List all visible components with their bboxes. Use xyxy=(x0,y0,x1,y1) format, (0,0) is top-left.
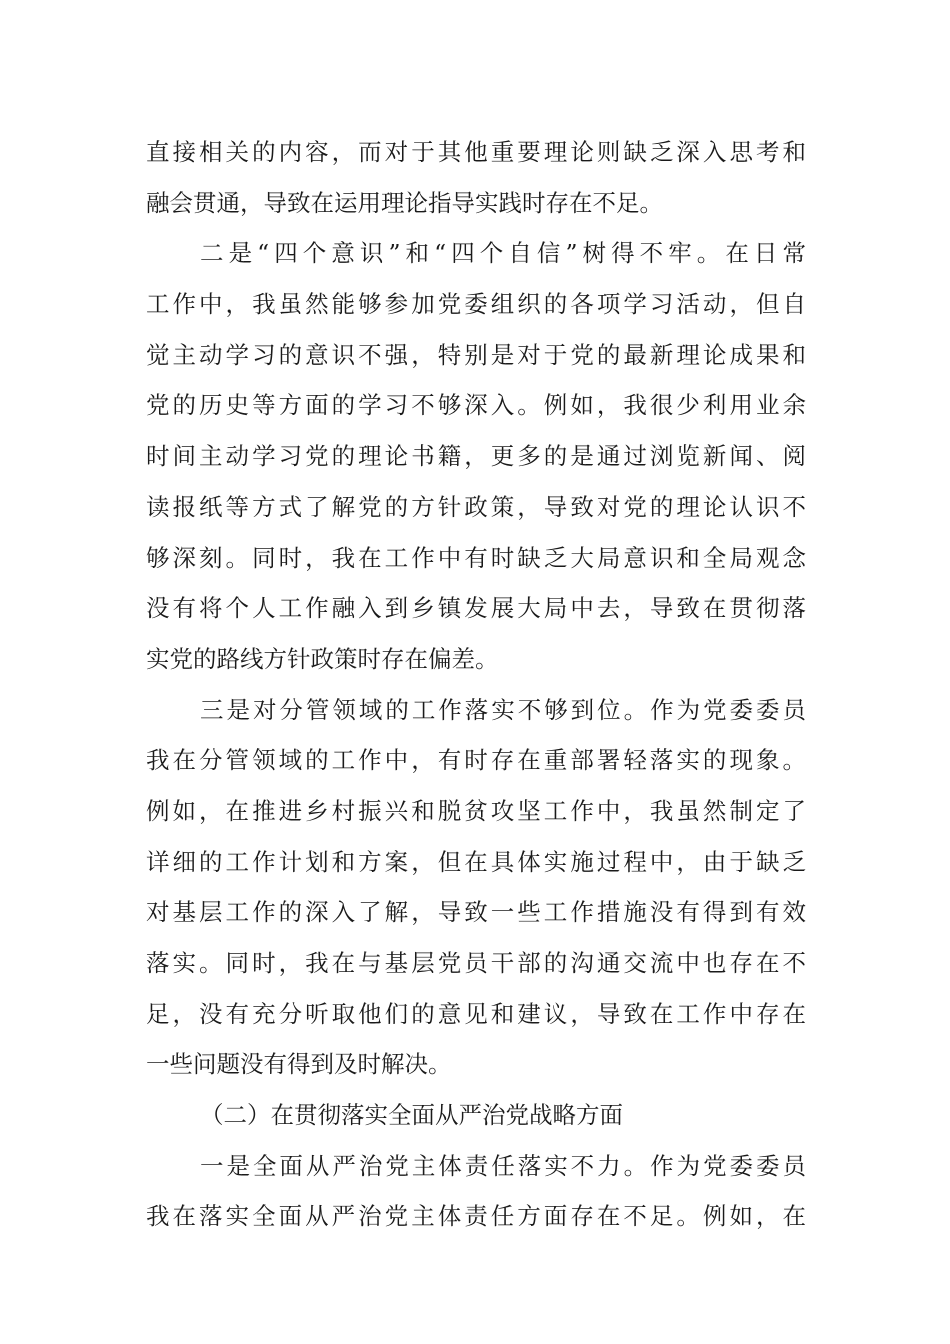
text-line: 时间主动学习党的理论书籍，更多的是通过浏览新闻、阅 xyxy=(146,442,806,471)
text-line: 对基层工作的深入了解，导致一些工作措施没有得到有效 xyxy=(146,898,806,927)
text-line: 足，没有充分听取他们的意见和建议，导致在工作中存在 xyxy=(146,999,806,1028)
text-line: 我在分管领域的工作中，有时存在重部署轻落实的现象。 xyxy=(146,746,806,775)
text-line: 直接相关的内容，而对于其他重要理论则缺乏深入思考和 xyxy=(146,138,806,166)
text-line: 读报纸等方式了解党的方针政策，导致对党的理论认识不 xyxy=(146,492,806,521)
paragraph-start-line: 一是全面从严治党主体责任落实不力。作为党委委员 xyxy=(200,1151,806,1180)
text-line: 详细的工作计划和方案，但在具体实施过程中，由于缺乏 xyxy=(146,847,806,876)
text-line: 没有将个人工作融入到乡镇发展大局中去，导致在贯彻落 xyxy=(146,594,806,623)
text-line: 党的历史等方面的学习不够深入。例如，我很少利用业余 xyxy=(146,391,806,420)
text-line: 工作中，我虽然能够参加党委组织的各项学习活动，但自 xyxy=(146,290,806,319)
text-line: 实党的路线方针政策时存在偏差。 xyxy=(146,644,499,673)
paragraph-start-line: 三是对分管领域的工作落实不够到位。作为党委委员 xyxy=(200,695,806,724)
text-line: 例如，在推进乡村振兴和脱贫攻坚工作中，我虽然制定了 xyxy=(146,796,806,825)
body-text xyxy=(146,127,806,1242)
text-line: 够深刻。同时，我在工作中有时缺乏大局意识和全局观念 xyxy=(146,543,806,572)
paragraph-start-line: 二是“四个意识”和“四个自信”树得不牢。在日常 xyxy=(200,239,806,268)
text-line: 一些问题没有得到及时解决。 xyxy=(146,1050,452,1079)
text-line: 觉主动学习的意识不强，特别是对于党的最新理论成果和 xyxy=(146,340,806,369)
text-line: 落实。同时，我在与基层党员干部的沟通交流中也存在不 xyxy=(146,949,806,977)
text-line: 融会贯通，导致在运用理论指导实践时存在不足。 xyxy=(146,188,663,217)
text-line: 我在落实全面从严治党主体责任方面存在不足。例如，在 xyxy=(146,1202,806,1231)
section-heading: （二）在贯彻落实全面从严治党战略方面 xyxy=(200,1101,623,1130)
